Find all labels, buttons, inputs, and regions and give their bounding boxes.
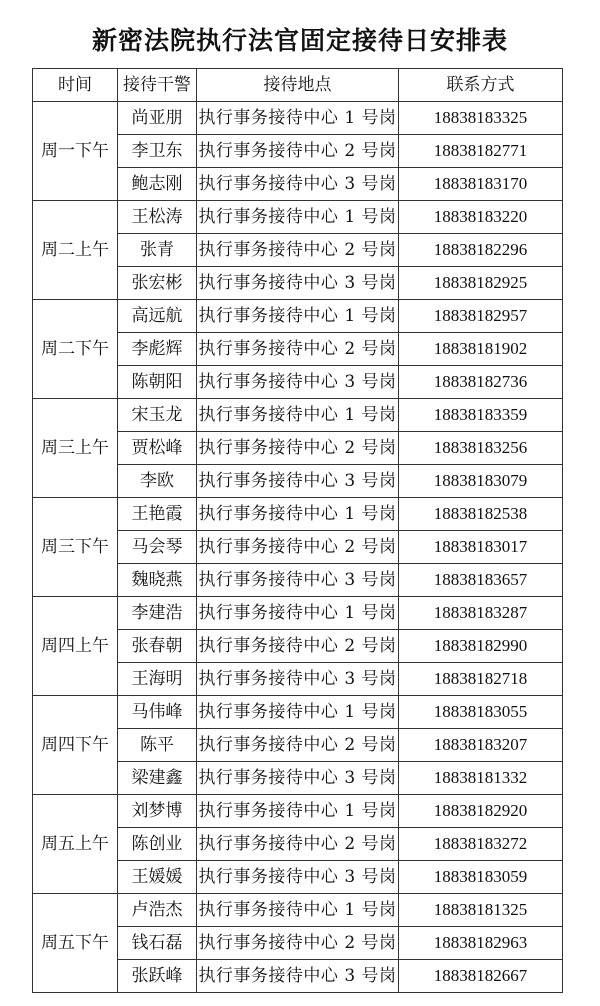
location-cell: 执行事务接待中心 2 号岗 bbox=[197, 333, 399, 366]
officer-cell: 王松涛 bbox=[118, 201, 197, 234]
location-cell: 执行事务接待中心 2 号岗 bbox=[197, 531, 399, 564]
location-cell: 执行事务接待中心 3 号岗 bbox=[197, 564, 399, 597]
location-cell: 执行事务接待中心 1 号岗 bbox=[197, 795, 399, 828]
officer-cell: 王艳霞 bbox=[118, 498, 197, 531]
officer-cell: 宋玉龙 bbox=[118, 399, 197, 432]
phone-cell: 18838183059 bbox=[399, 861, 563, 894]
location-cell: 执行事务接待中心 2 号岗 bbox=[197, 630, 399, 663]
document-title: 新密法院执行法官固定接待日安排表 bbox=[91, 26, 508, 55]
time-slot-cell: 周二下午 bbox=[33, 300, 118, 399]
phone-cell: 18838182771 bbox=[399, 135, 563, 168]
time-slot-cell: 周三上午 bbox=[33, 399, 118, 498]
location-cell: 执行事务接待中心 2 号岗 bbox=[197, 828, 399, 861]
table-row bbox=[33, 597, 563, 630]
table-row bbox=[33, 795, 563, 828]
table-row bbox=[33, 300, 563, 333]
officer-cell: 张春朝 bbox=[118, 630, 197, 663]
table-row bbox=[33, 498, 563, 531]
location-cell: 执行事务接待中心 2 号岗 bbox=[197, 927, 399, 960]
phone-cell: 18838183272 bbox=[399, 828, 563, 861]
time-slot-cell: 周三下午 bbox=[33, 498, 118, 597]
phone-cell: 18838182667 bbox=[399, 960, 563, 993]
officer-cell: 马伟峰 bbox=[118, 696, 197, 729]
phone-cell: 18838181325 bbox=[399, 894, 563, 927]
location-cell: 执行事务接待中心 1 号岗 bbox=[197, 894, 399, 927]
officer-cell: 卢浩杰 bbox=[118, 894, 197, 927]
officer-cell: 张跃峰 bbox=[118, 960, 197, 993]
phone-cell: 18838183017 bbox=[399, 531, 563, 564]
location-cell: 执行事务接待中心 1 号岗 bbox=[197, 696, 399, 729]
time-slot-cell: 周五上午 bbox=[33, 795, 118, 894]
location-cell: 执行事务接待中心 1 号岗 bbox=[197, 102, 399, 135]
reception-schedule-table bbox=[32, 68, 563, 993]
phone-cell: 18838183325 bbox=[399, 102, 563, 135]
officer-cell: 高远航 bbox=[118, 300, 197, 333]
officer-cell: 魏晓燕 bbox=[118, 564, 197, 597]
header-officer: 接待干警 bbox=[118, 69, 197, 102]
officer-cell: 梁建鑫 bbox=[118, 762, 197, 795]
phone-cell: 18838182296 bbox=[399, 234, 563, 267]
header-row bbox=[33, 69, 563, 102]
location-cell: 执行事务接待中心 3 号岗 bbox=[197, 267, 399, 300]
table-row bbox=[33, 201, 563, 234]
location-cell: 执行事务接待中心 2 号岗 bbox=[197, 729, 399, 762]
phone-cell: 18838183207 bbox=[399, 729, 563, 762]
phone-cell: 18838182718 bbox=[399, 663, 563, 696]
table-row bbox=[33, 399, 563, 432]
location-cell: 执行事务接待中心 1 号岗 bbox=[197, 597, 399, 630]
officer-cell: 张青 bbox=[118, 234, 197, 267]
phone-cell: 18838182925 bbox=[399, 267, 563, 300]
officer-cell: 王媛媛 bbox=[118, 861, 197, 894]
officer-cell: 李卫东 bbox=[118, 135, 197, 168]
officer-cell: 王海明 bbox=[118, 663, 197, 696]
location-cell: 执行事务接待中心 2 号岗 bbox=[197, 135, 399, 168]
location-cell: 执行事务接待中心 1 号岗 bbox=[197, 201, 399, 234]
time-slot-cell: 周五下午 bbox=[33, 894, 118, 993]
officer-cell: 钱石磊 bbox=[118, 927, 197, 960]
phone-cell: 18838183079 bbox=[399, 465, 563, 498]
phone-cell: 18838183256 bbox=[399, 432, 563, 465]
table-row bbox=[33, 894, 563, 927]
officer-cell: 陈朝阳 bbox=[118, 366, 197, 399]
officer-cell: 陈创业 bbox=[118, 828, 197, 861]
header-time: 时间 bbox=[33, 69, 118, 102]
phone-cell: 18838183220 bbox=[399, 201, 563, 234]
phone-cell: 18838182957 bbox=[399, 300, 563, 333]
officer-cell: 李建浩 bbox=[118, 597, 197, 630]
header-location: 接待地点 bbox=[197, 69, 399, 102]
phone-cell: 18838183170 bbox=[399, 168, 563, 201]
time-slot-cell: 周四上午 bbox=[33, 597, 118, 696]
phone-cell: 18838182736 bbox=[399, 366, 563, 399]
phone-cell: 18838183359 bbox=[399, 399, 563, 432]
location-cell: 执行事务接待中心 3 号岗 bbox=[197, 960, 399, 993]
location-cell: 执行事务接待中心 3 号岗 bbox=[197, 663, 399, 696]
location-cell: 执行事务接待中心 1 号岗 bbox=[197, 399, 399, 432]
officer-cell: 贾松峰 bbox=[118, 432, 197, 465]
phone-cell: 18838182538 bbox=[399, 498, 563, 531]
officer-cell: 尚亚朋 bbox=[118, 102, 197, 135]
phone-cell: 18838181332 bbox=[399, 762, 563, 795]
phone-cell: 18838182990 bbox=[399, 630, 563, 663]
phone-cell: 18838182963 bbox=[399, 927, 563, 960]
location-cell: 执行事务接待中心 2 号岗 bbox=[197, 234, 399, 267]
header-phone: 联系方式 bbox=[399, 69, 563, 102]
location-cell: 执行事务接待中心 3 号岗 bbox=[197, 762, 399, 795]
location-cell: 执行事务接待中心 1 号岗 bbox=[197, 498, 399, 531]
phone-cell: 18838181902 bbox=[399, 333, 563, 366]
officer-cell: 李欧 bbox=[118, 465, 197, 498]
officer-cell: 李彪辉 bbox=[118, 333, 197, 366]
location-cell: 执行事务接待中心 3 号岗 bbox=[197, 861, 399, 894]
phone-cell: 18838183287 bbox=[399, 597, 563, 630]
table-row bbox=[33, 102, 563, 135]
location-cell: 执行事务接待中心 2 号岗 bbox=[197, 432, 399, 465]
officer-cell: 马会琴 bbox=[118, 531, 197, 564]
location-cell: 执行事务接待中心 3 号岗 bbox=[197, 465, 399, 498]
officer-cell: 张宏彬 bbox=[118, 267, 197, 300]
location-cell: 执行事务接待中心 3 号岗 bbox=[197, 366, 399, 399]
location-cell: 执行事务接待中心 3 号岗 bbox=[197, 168, 399, 201]
officer-cell: 鲍志刚 bbox=[118, 168, 197, 201]
officer-cell: 陈平 bbox=[118, 729, 197, 762]
phone-cell: 18838183055 bbox=[399, 696, 563, 729]
table-header bbox=[33, 69, 563, 102]
table-row bbox=[33, 696, 563, 729]
phone-cell: 18838183657 bbox=[399, 564, 563, 597]
time-slot-cell: 周四下午 bbox=[33, 696, 118, 795]
officer-cell: 刘梦博 bbox=[118, 795, 197, 828]
location-cell: 执行事务接待中心 1 号岗 bbox=[197, 300, 399, 333]
time-slot-cell: 周一下午 bbox=[33, 102, 118, 201]
phone-cell: 18838182920 bbox=[399, 795, 563, 828]
time-slot-cell: 周二上午 bbox=[33, 201, 118, 300]
table-body bbox=[33, 102, 563, 993]
